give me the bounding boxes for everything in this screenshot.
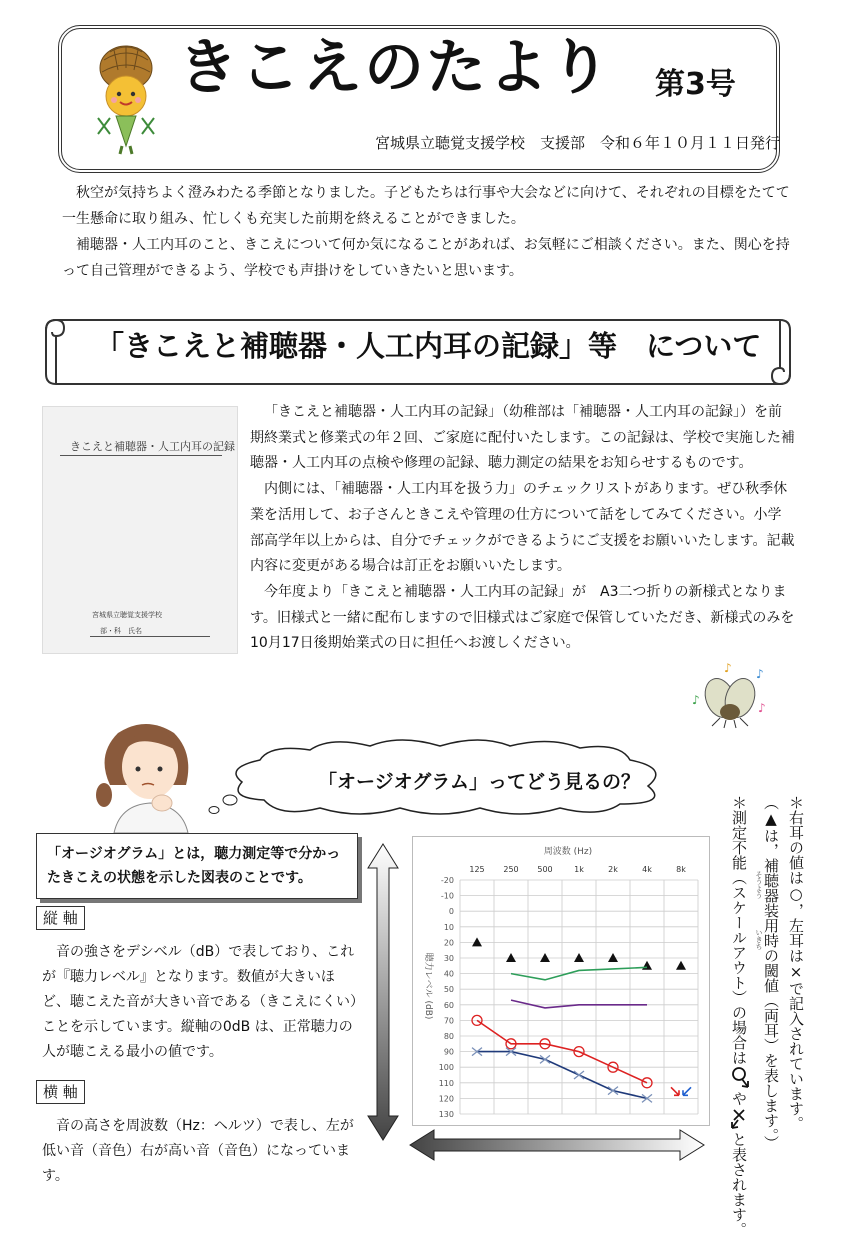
section-body: [250, 400, 795, 657]
vertical-double-arrow-icon: [366, 842, 400, 1142]
horizontal-double-arrow-icon: [408, 1128, 706, 1162]
intro-text: [62, 180, 794, 284]
y-tick-label: -10: [440, 891, 454, 901]
booklet-name-label: 部・科 氏名: [100, 627, 142, 635]
section-paragraph-1: 「きこえと補聴器・人工内耳の記録」（幼稚部は「補聴器・人工内耳の記録」）を前期終業式と修業式の年２回、ご家庭に配付いたします。この記録は、学校で実施した補聴器・人工内耳の点検や修理の記録、聴力測定の結果をお知らせするものです。: [250, 404, 795, 472]
x-tick-label: 250: [503, 865, 519, 874]
booklet-rule: [60, 455, 222, 456]
x-tick-label: 2k: [608, 865, 618, 874]
y-tick-label: 50: [443, 985, 454, 995]
section-paragraph-2: 内側には、「補聴器・人工内耳を扱う力」のチェックリストがあります。ぜひ秋季休業を活用して、お子さんときこえや管理の仕方について話をしてみてください。小学部高学年以上からは、自分でチェックができるようにご支援をお願いいたします。記載内容に変更がある場合は訂正をお願いいたします。: [250, 481, 795, 575]
vertical-axis-label: 縦 軸: [36, 906, 85, 930]
y-tick-label: 110: [438, 1078, 454, 1088]
cicada-icon: [690, 660, 772, 732]
booklet-title: きこえと補聴器・人工内耳の記録: [70, 440, 235, 453]
cloud-question: 「オージオグラム」ってどう見るの？: [318, 771, 641, 793]
svg-text:♪: ♪: [758, 701, 766, 715]
audiogram-chart: [412, 836, 710, 1126]
scale-out-cross-symbol-icon: [728, 1106, 754, 1132]
booklet-school: 宮城県立聴覚支援学校: [92, 611, 162, 619]
y-tick-label: 90: [443, 1047, 454, 1057]
svg-text:♪: ♪: [756, 667, 764, 681]
newsletter-title: きこえのたより: [178, 33, 612, 103]
x-tick-label: 4k: [642, 865, 652, 874]
x-tick-label: 125: [469, 865, 485, 874]
booklet-name-rule: [90, 636, 210, 637]
ruby-ikichi: いきち: [755, 929, 763, 950]
note-scale-out-text-3: と表されます。: [730, 1132, 748, 1237]
scale-out-circle-symbol-icon: [728, 1065, 754, 1091]
section-paragraph-3: 今年度より「きこえと補聴器・人工内耳の記録」が A3二つ折りの新様式となります。旧様式と一緒に配布しますので旧様式はご家庭で保管していただき、新様式のみを10月17日後期始業式の日に担任へお渡しください。: [250, 583, 795, 652]
chart-title: 周波数 (Hz): [543, 847, 593, 857]
issue-number: 第3号: [655, 67, 736, 102]
publisher-line: 宮城県立聴覚支援学校 支援部 令和６年１０月１１日発行: [375, 134, 781, 152]
svg-text:♪: ♪: [692, 693, 700, 707]
x-tick-label: 1k: [574, 865, 584, 874]
note-aided-threshold: [755, 795, 784, 1151]
y-tick-label: 70: [443, 1016, 454, 1026]
thinking-woman-illustration: [90, 715, 210, 833]
pinecone-mascot-icon: [86, 38, 166, 156]
y-tick-label: 100: [438, 1063, 454, 1073]
intro-paragraph-2: 補聴器・人工内耳のこと、きこえについて何か気になることがあれば、お気軽にご相談ください。また、関心を持って自己管理ができるよう、学校でも声掛けをしていきたいと思います。: [62, 237, 790, 279]
y-tick-label: -20: [440, 876, 454, 885]
x-tick-label: 8k: [676, 865, 686, 874]
ruby-souyou: そうよう: [755, 871, 763, 899]
y-tick-label: 40: [443, 969, 454, 979]
intro-paragraph-1: 秋空が気持ちよく澄みわたる季節となりました。子どもたちは行事や大会などに向けて、それぞれの目標をたてて一生懸命に取り組み、忙しくも充実した前期を終えることができました。: [62, 185, 790, 227]
horizontal-axis-label: 横 軸: [36, 1080, 85, 1104]
chart-ylabel: 聴力レベル (dB): [423, 952, 433, 1020]
y-tick-label: 130: [438, 1110, 454, 1119]
definition-box: 「オージオグラム」とは，聴力測定等で分かったきこえの状態を示した図表のことです。: [36, 833, 358, 899]
note-scale-out-text-2: や: [730, 1091, 748, 1106]
y-tick-label: 10: [443, 922, 454, 932]
section-heading: 「きこえと補聴器・人工内耳の記録」等 について: [95, 329, 762, 363]
y-tick-label: 20: [443, 938, 454, 948]
y-tick-label: 30: [443, 954, 454, 963]
y-tick-label: 0: [448, 907, 454, 917]
note-aided-threshold-text: （▲は，補聴器装用時の閾値（両耳）を表します。）: [762, 795, 780, 1151]
y-tick-label: 80: [443, 1032, 454, 1041]
x-tick-label: 500: [537, 865, 553, 874]
y-tick-label: 120: [438, 1094, 454, 1104]
note-scale-out: [728, 795, 754, 1237]
note-right-left-ear: ＊右耳の値は○，左耳は×で記入されています。: [787, 795, 805, 1131]
y-tick-label: 60: [443, 1000, 454, 1010]
svg-text:♪: ♪: [724, 661, 732, 675]
horizontal-axis-text: 音の高さを周波数（Hz：ヘルツ）で表し、左が低い音（音色）右が高い音（音色）になっています。: [42, 1118, 354, 1184]
note-scale-out-text-1: ＊測定不能（スケールアウト）の場合は: [730, 795, 748, 1065]
vertical-axis-text: 音の強さをデシベル（dB）で表しており、これが『聴力レベル』となります。数値が大きいほど、聴こえた音が大きい音である（きこえにくい）ことを示しています。縦軸の0dB は、正常聴力の人が聴こえる最小の値です。: [42, 944, 357, 1060]
